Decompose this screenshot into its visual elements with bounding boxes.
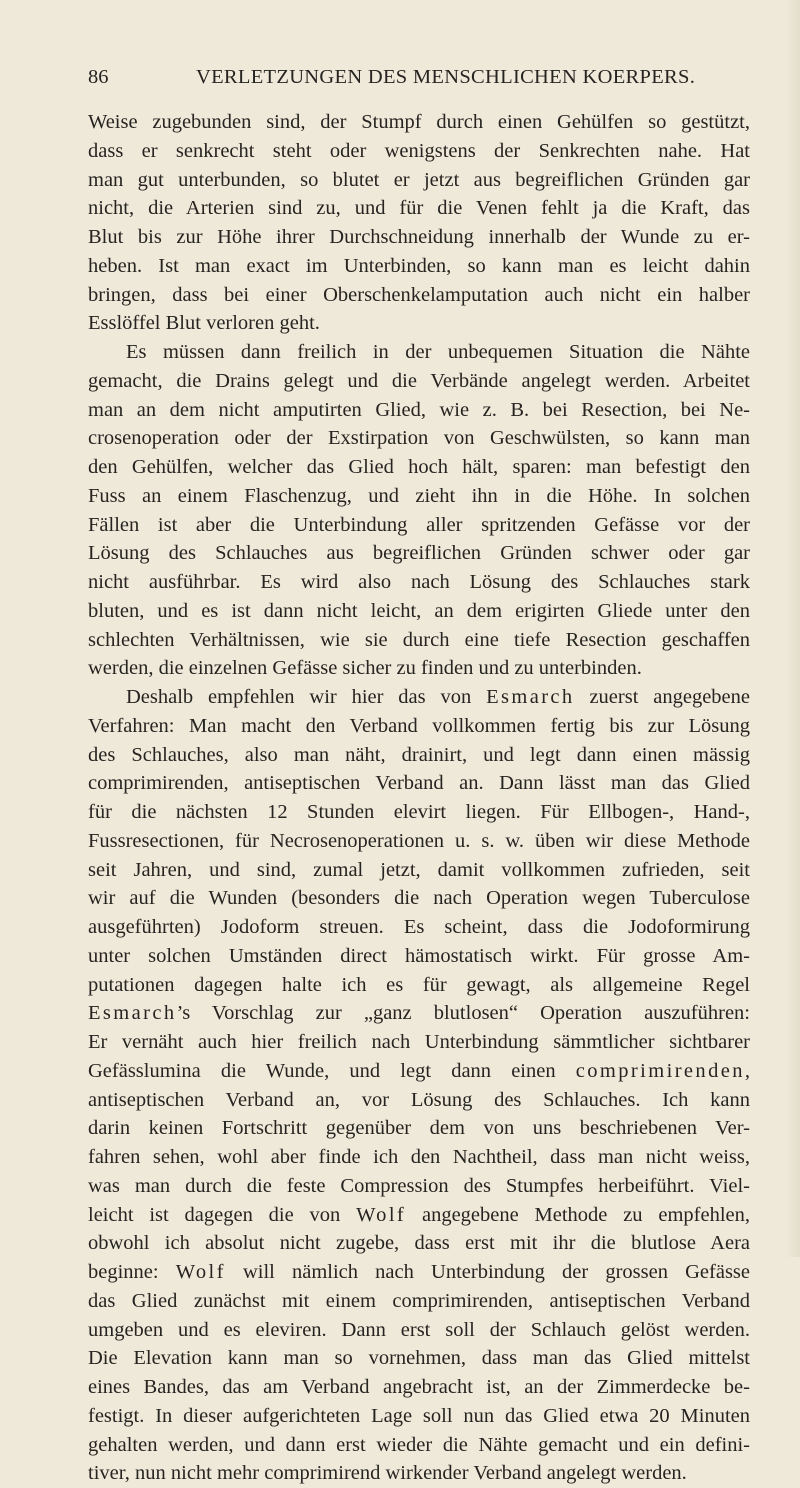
text-run: werden, die einzelnen Gefässe sicher zu finden und zu unterbinden. [88, 657, 642, 680]
text-run: Fällen ist aber die Unterbindung aller spritzenden Gefässe vor der [88, 513, 750, 536]
text-line [88, 1086, 750, 1115]
text-line [88, 1114, 750, 1143]
text-line [88, 1459, 750, 1488]
text-run: Er vernäht auch hier freilich nach Unterbindung sämmtlicher sichtbarer [88, 1031, 750, 1053]
text-run: darin keinen Fortschritt gegenüber dem von uns beschriebenen Ver- [88, 1117, 750, 1140]
text-line [88, 166, 750, 195]
text-run: will nämlich nach Unterbindung der grossen Gefässe [225, 1261, 750, 1283]
text-run: heben. Ist man exact im Unterbinden, so kann man es leicht dahin [88, 254, 750, 277]
text-run: bluten, und es ist dann nicht leicht, an dem erigirten Gliede unter den [88, 599, 750, 622]
text-run: Die Elevation kann man so vornehmen, dass man das Glied mittelst [88, 1347, 750, 1370]
text-run: Deshalb empfehlen wir hier das von [126, 686, 487, 708]
text-line [88, 1316, 750, 1345]
text-run: angegebene Methode zu empfehlen, [406, 1203, 751, 1226]
text-run: für die nächsten 12 Stunden elevirt liegen. Für Ellbogen-, Hand-, [88, 801, 750, 823]
text-run: Fuss an einem Flaschenzug, und zieht ihn in die Höhe. In solchen [88, 484, 750, 507]
text-line [88, 626, 750, 655]
text-line [88, 1057, 750, 1086]
text-line [88, 539, 750, 568]
text-line [88, 971, 750, 1000]
text-line [88, 1143, 750, 1172]
text-run: Esslöffel Blut verloren geht. [88, 312, 320, 335]
body-text [88, 108, 750, 1488]
text-run: obwohl ich absolut nicht zugebe, dass erst mit ihr die blutlose Aera [88, 1232, 750, 1255]
text-run: Verfahren: Man macht den Verband vollkommen fertig bis zur Lösung [88, 714, 750, 737]
spaced-emphasis: Wolf [356, 1203, 407, 1226]
text-line [88, 1431, 750, 1460]
text-run: dass er senkrecht steht oder wenigstens der Senkrechten nahe. Hat [88, 139, 750, 162]
text-run: bringen, dass bei einer Oberschenkelamputation auch nicht ein halber [88, 283, 750, 306]
text-line [88, 1201, 750, 1230]
spaced-emphasis: Esmarch [486, 686, 575, 708]
text-line [88, 568, 750, 597]
text-run: Blut bis zur Höhe ihrer Durchschneidung innerhalb der Wunde zu er- [88, 226, 750, 248]
text-run: gemacht, die Drains gelegt und die Verbände angelegt werden. Arbeitet [88, 369, 750, 392]
text-run: Fussresectionen, für Necrosenoperationen u. s. w. üben wir diese Methode [88, 829, 750, 852]
text-run: zuerst angegebene [574, 686, 750, 708]
text-line [88, 884, 750, 913]
text-line [88, 913, 750, 942]
text-run: leicht ist dagegen die von [88, 1203, 357, 1226]
text-run: den Gehülfen, welcher das Glied hoch hält, sparen: man befestigt den [88, 456, 750, 478]
page-header [88, 62, 750, 92]
text-line [88, 453, 750, 482]
text-run: schlechten Verhältnissen, wie sie durch eine tiefe Resection geschaffen [88, 628, 750, 651]
text-run: Es müssen dann freilich in der unbequemen Situation die Nähte [126, 341, 750, 363]
text-run: des Schlauches, also man näht, drainirt, und legt dann einen mässig [88, 743, 750, 766]
spaced-emphasis: comprimirenden [575, 1059, 745, 1082]
text-run: das Glied zunächst mit einem comprimirenden, antiseptischen Verband [88, 1289, 750, 1312]
text-run: Gefässlumina die Wunde, und legt dann einen [88, 1059, 576, 1082]
text-line [88, 942, 750, 971]
text-line [88, 137, 750, 166]
text-line [88, 482, 750, 511]
text-line [88, 1344, 750, 1373]
text-run: eines Bandes, das am Verband angebracht ist, an der Zimmerdecke be- [88, 1376, 750, 1398]
text-run: wir auf die Wunden (besonders die nach Operation wegen Tuberculose [88, 887, 750, 910]
text-run: was man durch die feste Compression des Stumpfes herbeiführt. Viel- [88, 1174, 750, 1197]
text-line [88, 597, 750, 626]
text-run: nicht, die Arterien sind zu, und für die Venen fehlt ja die Kraft, das [88, 197, 750, 220]
text-run: man gut unterbunden, so blutet er jetzt aus begreiflichen Gründen gar [88, 168, 750, 191]
text-line [88, 252, 750, 281]
text-run: umgeben und es eleviren. Dann erst soll der Schlauch gelöst werden. [88, 1318, 750, 1341]
text-run: gehalten werden, und dann erst wieder die Nähte gemacht und ein defini- [88, 1433, 750, 1456]
text-run: fahren sehen, wohl aber finde ich den Nachtheil, dass man nicht weiss, [88, 1146, 750, 1168]
text-line [88, 396, 750, 425]
text-line [88, 1402, 750, 1431]
text-line [88, 309, 750, 338]
text-line [88, 511, 750, 540]
text-line [88, 741, 750, 770]
text-line [88, 654, 750, 683]
text-line [88, 827, 750, 856]
text-run: crosenoperation oder der Exstirpation von Geschwülsten, so kann man [88, 427, 750, 450]
text-run: ’s Vorschlag zur „ganz blutlosen“ Operation auszuführen: [176, 1002, 750, 1025]
text-line [88, 856, 750, 885]
running-head: VERLETZUNGEN DES MENSCHLICHEN KOERPERS. [196, 66, 696, 88]
text-run: beginne: [88, 1261, 176, 1283]
text-run: festigt. In dieser aufgerichteten Lage soll nun das Glied etwa 20 Minuten [88, 1404, 750, 1427]
text-run: seit Jahren, und sind, zumal jetzt, damit vollkommen zufrieden, seit [88, 858, 750, 881]
text-run: tiver, nun nicht mehr comprimirend wirkender Verband angelegt werden. [88, 1462, 687, 1485]
text-run: nicht ausführbar. Es wird also nach Lösung des Schlauches stark [88, 571, 750, 593]
text-run: Lösung des Schlauches aus begreiflichen Gründen schwer oder gar [88, 542, 750, 565]
text-line [88, 798, 750, 827]
text-line [88, 1287, 750, 1316]
text-run: , [744, 1059, 750, 1082]
text-run: Weise zugebunden sind, der Stumpf durch einen Gehülfen so gestützt, [88, 111, 750, 133]
text-line [88, 367, 750, 396]
text-line [88, 194, 750, 223]
text-line [88, 1229, 750, 1258]
text-line [88, 281, 750, 310]
text-line [88, 338, 750, 367]
text-run: man an dem nicht amputirten Glied, wie z. B. bei Resection, bei Ne- [88, 398, 750, 421]
spaced-emphasis: Esmarch [88, 1002, 177, 1025]
text-run: antiseptischen Verband an, vor Lösung des Schlauches. Ich kann [88, 1088, 750, 1111]
text-line [88, 712, 750, 741]
text-run: putationen dagegen halte ich es für gewagt, als allgemeine Regel [88, 973, 750, 996]
text-run: unter solchen Umständen direct hämostatisch wirkt. Für grosse Am- [88, 944, 750, 967]
page-number: 86 [88, 66, 109, 88]
text-line [88, 223, 750, 252]
text-line [88, 999, 750, 1028]
text-run: comprimirenden, antiseptischen Verband an. Dann lässt man das Glied [88, 772, 750, 795]
text-line [88, 1373, 750, 1402]
text-line [88, 108, 750, 137]
text-line [88, 1172, 750, 1201]
spaced-emphasis: Wolf [175, 1261, 226, 1283]
page-edge-shadow [786, 0, 800, 1257]
text-line [88, 1258, 750, 1287]
text-line [88, 769, 750, 798]
text-run: ausgeführten) Jodoform streuen. Es scheint, dass die Jodoformirung [88, 916, 750, 938]
text-line [88, 424, 750, 453]
text-line [88, 1028, 750, 1057]
text-line [88, 683, 750, 712]
